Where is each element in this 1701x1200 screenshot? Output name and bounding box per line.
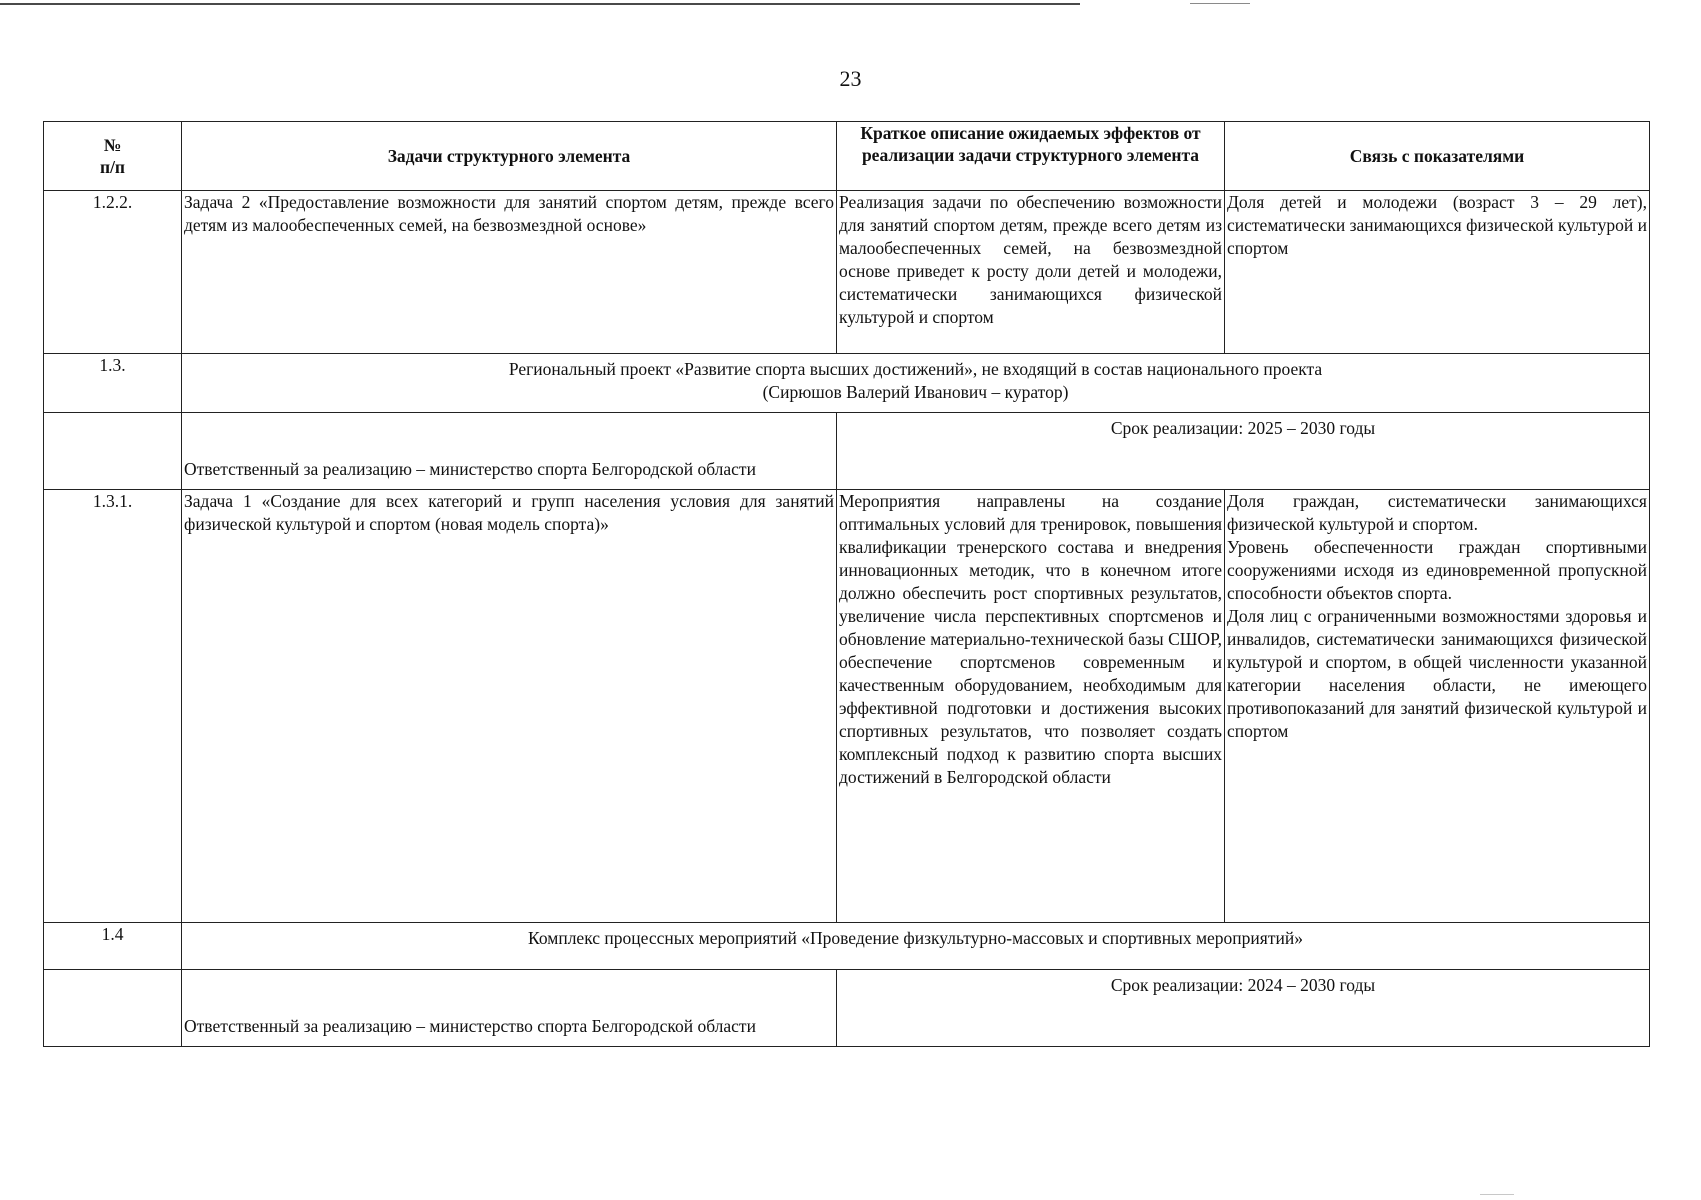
indicator-cell: Доля детей и молодежи (возраст 3 – 29 лет), систематически занимающихся физической культурой и спортом <box>1225 191 1650 354</box>
page-number: 23 <box>839 66 862 91</box>
responsible-cell: Ответственный за реализацию – министерство спорта Белгородской области <box>182 413 837 490</box>
table-row <box>44 923 1650 970</box>
scan-mark <box>1480 1194 1514 1195</box>
header-effects: Краткое описание ожидаемых эффектов от реализации задачи структурного элемента <box>837 122 1225 191</box>
indicator-item: Доля лиц с ограниченными возможностями здоровья и инвалидов, систематически занимающихся физической культурой и спортом, в общей численности указанной категории населения области, не имеющего противопоказаний для занятий физической культурой и спортом <box>1227 606 1647 741</box>
project-title-cell <box>182 354 1650 413</box>
term-cell: Срок реализации: 2024 – 2030 годы <box>837 970 1650 1047</box>
task-cell: Задача 1 «Создание для всех категорий и групп населения условия для занятий физической культурой и спортом (новая модель спорта)» <box>182 490 837 923</box>
table-row <box>44 490 1650 923</box>
indicator-cell <box>1225 490 1650 923</box>
structural-elements-table <box>43 121 1650 1047</box>
table-row <box>44 191 1650 354</box>
task-cell: Задача 2 «Предоставление возможности для занятий спортом детям, прежде всего детям из малообеспеченных семей, на безвозмездной основе» <box>182 191 837 354</box>
row-number: 1.2.2. <box>44 191 182 354</box>
table-header-row <box>44 122 1650 191</box>
indicator-item: Доля граждан, систематически занимающихся физической культурой и спортом. <box>1227 491 1647 534</box>
row-number: 1.3. <box>44 354 182 413</box>
row-number: 1.3.1. <box>44 490 182 923</box>
indicator-item: Уровень обеспеченности граждан спортивными сооружениями исходя из единовременной пропускной способности объектов спорта. <box>1227 537 1647 603</box>
table-row <box>44 413 1650 490</box>
header-num: № п/п <box>44 122 182 191</box>
empty-cell <box>44 413 182 490</box>
scan-edge-line <box>0 3 1080 5</box>
scan-edge-line <box>1190 3 1250 4</box>
header-indicators: Связь с показателями <box>1225 122 1650 191</box>
responsible-cell: Ответственный за реализацию – министерство спорта Белгородской области <box>182 970 837 1047</box>
project-title: Региональный проект «Развитие спорта высших достижений», не входящий в состав национального проекта <box>508 359 1323 379</box>
term-cell: Срок реализации: 2025 – 2030 годы <box>837 413 1650 490</box>
header-tasks: Задачи структурного элемента <box>182 122 837 191</box>
complex-title-cell: Комплекс процессных мероприятий «Проведение физкультурно-массовых и спортивных мероприятий» <box>182 923 1650 970</box>
row-number: 1.4 <box>44 923 182 970</box>
project-curator: (Сирюшов Валерий Иванович – куратор) <box>762 382 1069 402</box>
effect-cell: Реализация задачи по обеспечению возможности для занятий спортом детям, прежде всего детям из малообеспеченных семей, на безвозмездной основе приведет к росту доли детей и молодежи, систематически занимающихся физической культурой и спортом <box>837 191 1225 354</box>
table-row <box>44 354 1650 413</box>
table-row <box>44 970 1650 1047</box>
effect-cell: Мероприятия направлены на создание оптимальных условий для тренировок, повышения квалификации тренерского состава и внедрения инновационных методик, что в конечном итоге должно обеспечить рост спортивных результатов, увеличение числа перспективных спортсменов и обновление материально-технической базы СШОР, обеспечение спортсменов современным и качественным оборудованием, необходимым для эффективной подготовки и достижения высоких спортивных результатов, что позволяет создать комплексный подход к развитию спорта высших достижений в Белгородской области <box>837 490 1225 923</box>
empty-cell <box>44 970 182 1047</box>
